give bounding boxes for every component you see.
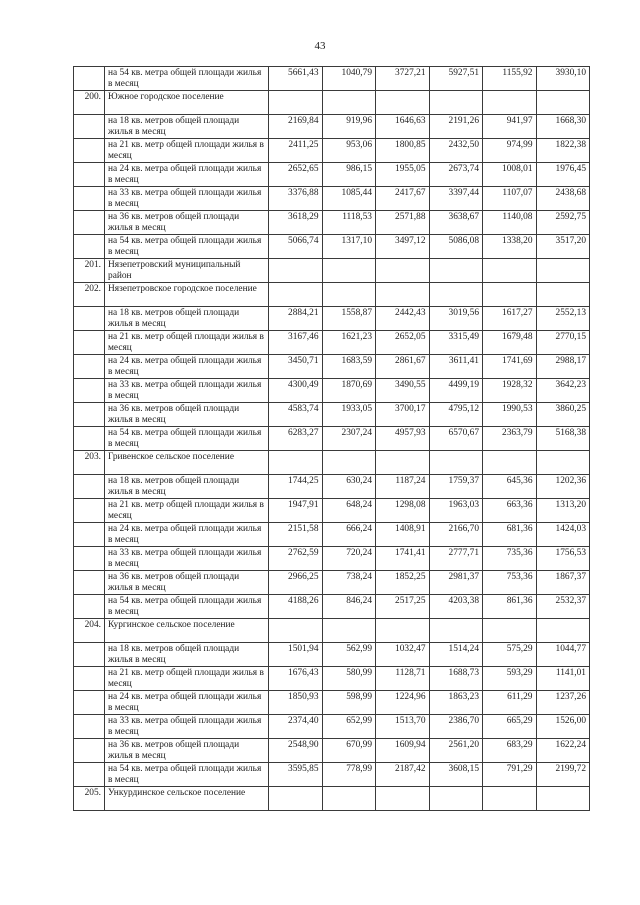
- value-cell: 1107,07: [483, 187, 537, 211]
- value-cell: 1850,93: [269, 691, 323, 715]
- value-cell: 4795,12: [429, 403, 483, 427]
- row-number: [74, 667, 105, 691]
- table-row: [74, 67, 590, 91]
- row-name: на 21 кв. метр общей площади жилья в месяц: [105, 667, 269, 691]
- value-cell: 2762,59: [269, 547, 323, 571]
- value-cell: 1513,70: [376, 715, 430, 739]
- value-cell: [269, 91, 323, 115]
- value-cell: 778,99: [322, 763, 376, 787]
- value-cell: 1676,43: [269, 667, 323, 691]
- row-number: [74, 139, 105, 163]
- value-cell: [483, 259, 537, 283]
- row-number: [74, 763, 105, 787]
- table-row: [74, 475, 590, 499]
- table-row: [74, 259, 590, 283]
- row-number: [74, 307, 105, 331]
- value-cell: 720,24: [322, 547, 376, 571]
- value-cell: 1338,20: [483, 235, 537, 259]
- row-name: на 36 кв. метров общей площади жилья в месяц: [105, 739, 269, 763]
- value-cell: [322, 283, 376, 307]
- table-row: [74, 595, 590, 619]
- value-cell: 2151,58: [269, 523, 323, 547]
- table-row: [74, 187, 590, 211]
- value-cell: 3167,46: [269, 331, 323, 355]
- value-cell: 562,99: [322, 643, 376, 667]
- value-cell: 683,29: [483, 739, 537, 763]
- value-cell: 1863,23: [429, 691, 483, 715]
- value-cell: 4499,19: [429, 379, 483, 403]
- value-cell: 575,29: [483, 643, 537, 667]
- value-cell: 3497,12: [376, 235, 430, 259]
- value-cell: 1187,24: [376, 475, 430, 499]
- value-cell: [376, 451, 430, 475]
- value-cell: [536, 259, 590, 283]
- value-cell: 663,36: [483, 499, 537, 523]
- value-cell: 3490,55: [376, 379, 430, 403]
- value-cell: 1928,32: [483, 379, 537, 403]
- value-cell: 2652,05: [376, 331, 430, 355]
- value-cell: [483, 451, 537, 475]
- value-cell: [536, 619, 590, 643]
- value-cell: 1298,08: [376, 499, 430, 523]
- value-cell: 3608,15: [429, 763, 483, 787]
- value-cell: 3595,85: [269, 763, 323, 787]
- row-name: на 54 кв. метра общей площади жилья в месяц: [105, 763, 269, 787]
- row-name: Кургинское сельское поселение: [105, 619, 269, 643]
- value-cell: 861,36: [483, 595, 537, 619]
- row-number: [74, 643, 105, 667]
- row-number: [74, 355, 105, 379]
- value-cell: 753,36: [483, 571, 537, 595]
- value-cell: 2386,70: [429, 715, 483, 739]
- value-cell: 1155,92: [483, 67, 537, 91]
- table-row: [74, 307, 590, 331]
- value-cell: 1424,03: [536, 523, 590, 547]
- value-cell: [536, 787, 590, 811]
- row-number: [74, 403, 105, 427]
- value-cell: 2552,13: [536, 307, 590, 331]
- value-cell: 3376,88: [269, 187, 323, 211]
- row-name: на 33 кв. метра общей площади жилья в месяц: [105, 379, 269, 403]
- value-cell: 1683,59: [322, 355, 376, 379]
- row-number: [74, 427, 105, 451]
- value-cell: [483, 91, 537, 115]
- row-number: [74, 739, 105, 763]
- value-cell: 670,99: [322, 739, 376, 763]
- value-cell: 1867,37: [536, 571, 590, 595]
- value-cell: [429, 451, 483, 475]
- row-number: [74, 115, 105, 139]
- table-row: [74, 787, 590, 811]
- value-cell: 2770,15: [536, 331, 590, 355]
- value-cell: [536, 91, 590, 115]
- row-number: [74, 571, 105, 595]
- value-cell: 1933,05: [322, 403, 376, 427]
- value-cell: [376, 787, 430, 811]
- value-cell: 5066,74: [269, 235, 323, 259]
- value-cell: [376, 283, 430, 307]
- value-cell: [483, 619, 537, 643]
- value-cell: 2777,71: [429, 547, 483, 571]
- row-name: Ункурдинское сельское поселение: [105, 787, 269, 811]
- row-name: на 33 кв. метра общей площади жилья в месяц: [105, 547, 269, 571]
- table-row: [74, 547, 590, 571]
- row-name: на 24 кв. метра общей площади жилья в месяц: [105, 523, 269, 547]
- value-cell: 4583,74: [269, 403, 323, 427]
- value-cell: 3618,29: [269, 211, 323, 235]
- value-cell: 2191,26: [429, 115, 483, 139]
- value-cell: 648,24: [322, 499, 376, 523]
- value-cell: 2307,24: [322, 427, 376, 451]
- row-number: [74, 475, 105, 499]
- value-cell: 1237,26: [536, 691, 590, 715]
- value-cell: 2438,68: [536, 187, 590, 211]
- value-cell: 3450,71: [269, 355, 323, 379]
- row-number: [74, 691, 105, 715]
- row-name: Нязепетровское городское поселение: [105, 283, 269, 307]
- value-cell: 986,15: [322, 163, 376, 187]
- value-cell: 1085,44: [322, 187, 376, 211]
- table-row: [74, 499, 590, 523]
- value-cell: [429, 91, 483, 115]
- value-cell: 1141,01: [536, 667, 590, 691]
- value-cell: 2966,25: [269, 571, 323, 595]
- value-cell: [269, 451, 323, 475]
- value-cell: 2561,20: [429, 739, 483, 763]
- value-cell: 1044,77: [536, 643, 590, 667]
- value-cell: 3019,56: [429, 307, 483, 331]
- value-cell: 2884,21: [269, 307, 323, 331]
- value-cell: 593,29: [483, 667, 537, 691]
- value-cell: 665,29: [483, 715, 537, 739]
- value-cell: 1963,03: [429, 499, 483, 523]
- value-cell: 2442,43: [376, 307, 430, 331]
- value-cell: 1224,96: [376, 691, 430, 715]
- value-cell: 1800,85: [376, 139, 430, 163]
- row-number: [74, 595, 105, 619]
- value-cell: 2592,75: [536, 211, 590, 235]
- page-number: 43: [314, 40, 326, 52]
- value-cell: [429, 259, 483, 283]
- value-cell: [376, 91, 430, 115]
- value-cell: 1008,01: [483, 163, 537, 187]
- value-cell: 2363,79: [483, 427, 537, 451]
- value-cell: 1947,91: [269, 499, 323, 523]
- value-cell: 1526,00: [536, 715, 590, 739]
- value-cell: 1756,53: [536, 547, 590, 571]
- value-cell: 3642,23: [536, 379, 590, 403]
- value-cell: 1688,73: [429, 667, 483, 691]
- value-cell: 1822,38: [536, 139, 590, 163]
- row-name: на 54 кв. метра общей площади жилья в месяц: [105, 67, 269, 91]
- value-cell: 2861,67: [376, 355, 430, 379]
- row-number: [74, 331, 105, 355]
- table-row: [74, 163, 590, 187]
- row-name: на 33 кв. метра общей площади жилья в месяц: [105, 187, 269, 211]
- value-cell: 4957,93: [376, 427, 430, 451]
- value-cell: [269, 619, 323, 643]
- value-cell: [322, 451, 376, 475]
- table-row: [74, 91, 590, 115]
- value-cell: [322, 619, 376, 643]
- value-cell: 919,96: [322, 115, 376, 139]
- row-number: 201.: [74, 259, 105, 283]
- row-name: на 24 кв. метра общей площади жилья в месяц: [105, 163, 269, 187]
- row-name: на 18 кв. метров общей площади жилья в месяц: [105, 115, 269, 139]
- row-name: на 21 кв. метр общей площади жилья в месяц: [105, 499, 269, 523]
- value-cell: 941,97: [483, 115, 537, 139]
- value-cell: 1741,41: [376, 547, 430, 571]
- value-cell: 3860,25: [536, 403, 590, 427]
- value-cell: 681,36: [483, 523, 537, 547]
- row-number: [74, 523, 105, 547]
- value-cell: 1622,24: [536, 739, 590, 763]
- table-row: [74, 379, 590, 403]
- value-cell: [269, 787, 323, 811]
- value-cell: 645,36: [483, 475, 537, 499]
- value-cell: 1408,91: [376, 523, 430, 547]
- value-cell: 846,24: [322, 595, 376, 619]
- value-cell: 1313,20: [536, 499, 590, 523]
- row-number: [74, 187, 105, 211]
- table-row: [74, 739, 590, 763]
- value-cell: 4300,49: [269, 379, 323, 403]
- table-row: [74, 715, 590, 739]
- table-row: [74, 139, 590, 163]
- value-cell: 1621,23: [322, 331, 376, 355]
- value-cell: 3700,17: [376, 403, 430, 427]
- value-cell: 652,99: [322, 715, 376, 739]
- value-cell: 1140,08: [483, 211, 537, 235]
- value-cell: 2652,65: [269, 163, 323, 187]
- value-cell: 1741,69: [483, 355, 537, 379]
- value-cell: 5168,38: [536, 427, 590, 451]
- row-number: [74, 211, 105, 235]
- value-cell: 3315,49: [429, 331, 483, 355]
- value-cell: 598,99: [322, 691, 376, 715]
- row-number: [74, 499, 105, 523]
- value-cell: 2988,17: [536, 355, 590, 379]
- value-cell: 6283,27: [269, 427, 323, 451]
- value-cell: 3638,67: [429, 211, 483, 235]
- value-cell: 611,29: [483, 691, 537, 715]
- row-name: на 24 кв. метра общей площади жилья в месяц: [105, 355, 269, 379]
- value-cell: 1759,37: [429, 475, 483, 499]
- value-cell: 2673,74: [429, 163, 483, 187]
- value-cell: 580,99: [322, 667, 376, 691]
- row-number: [74, 163, 105, 187]
- row-name: Нязепетровский муниципальный район: [105, 259, 269, 283]
- table-row: [74, 355, 590, 379]
- value-cell: 3397,44: [429, 187, 483, 211]
- row-name: Гривенское сельское поселение: [105, 451, 269, 475]
- value-cell: 3611,41: [429, 355, 483, 379]
- value-cell: 6570,67: [429, 427, 483, 451]
- value-cell: 1744,25: [269, 475, 323, 499]
- value-cell: 2187,42: [376, 763, 430, 787]
- value-cell: 3727,21: [376, 67, 430, 91]
- table-row: [74, 643, 590, 667]
- value-cell: 5661,43: [269, 67, 323, 91]
- row-name: на 54 кв. метра общей площади жилья в месяц: [105, 235, 269, 259]
- value-cell: 1852,25: [376, 571, 430, 595]
- value-cell: [322, 787, 376, 811]
- value-cell: 738,24: [322, 571, 376, 595]
- value-cell: 791,29: [483, 763, 537, 787]
- row-name: на 33 кв. метра общей площади жилья в месяц: [105, 715, 269, 739]
- value-cell: 5927,51: [429, 67, 483, 91]
- table-row: [74, 427, 590, 451]
- table-row: [74, 451, 590, 475]
- value-cell: 2169,84: [269, 115, 323, 139]
- row-name: на 21 кв. метр общей площади жилья в месяц: [105, 331, 269, 355]
- row-name: на 18 кв. метров общей площади жилья в месяц: [105, 307, 269, 331]
- row-number: [74, 715, 105, 739]
- value-cell: 1679,48: [483, 331, 537, 355]
- table-row: [74, 619, 590, 643]
- row-number: 203.: [74, 451, 105, 475]
- value-cell: [269, 259, 323, 283]
- value-cell: 3517,20: [536, 235, 590, 259]
- value-cell: 2417,67: [376, 187, 430, 211]
- value-cell: 953,06: [322, 139, 376, 163]
- value-cell: 1955,05: [376, 163, 430, 187]
- row-name: на 36 кв. метров общей площади жилья в месяц: [105, 571, 269, 595]
- value-cell: [429, 787, 483, 811]
- table-row: [74, 235, 590, 259]
- value-cell: [536, 451, 590, 475]
- table-row: [74, 283, 590, 307]
- table-row: [74, 211, 590, 235]
- value-cell: [376, 619, 430, 643]
- value-cell: [536, 283, 590, 307]
- row-name: на 21 кв. метр общей площади жилья в месяц: [105, 139, 269, 163]
- value-cell: 4203,38: [429, 595, 483, 619]
- value-cell: 735,36: [483, 547, 537, 571]
- row-name: на 18 кв. метров общей площади жилья в месяц: [105, 475, 269, 499]
- row-name: на 24 кв. метра общей площади жилья в месяц: [105, 691, 269, 715]
- row-number: 205.: [74, 787, 105, 811]
- value-cell: [322, 91, 376, 115]
- row-number: 204.: [74, 619, 105, 643]
- row-number: [74, 235, 105, 259]
- table-row: [74, 523, 590, 547]
- value-cell: 1609,94: [376, 739, 430, 763]
- table-row: [74, 763, 590, 787]
- value-cell: 2981,37: [429, 571, 483, 595]
- row-name: на 18 кв. метров общей площади жилья в месяц: [105, 643, 269, 667]
- value-cell: 1870,69: [322, 379, 376, 403]
- value-cell: 1128,71: [376, 667, 430, 691]
- table-row: [74, 403, 590, 427]
- row-number: [74, 67, 105, 91]
- tariff-table: [73, 66, 590, 811]
- value-cell: 2571,88: [376, 211, 430, 235]
- row-number: 202.: [74, 283, 105, 307]
- value-cell: [429, 619, 483, 643]
- value-cell: [376, 259, 430, 283]
- value-cell: 1976,45: [536, 163, 590, 187]
- value-cell: 2166,70: [429, 523, 483, 547]
- value-cell: 974,99: [483, 139, 537, 163]
- value-cell: 2374,40: [269, 715, 323, 739]
- value-cell: 1668,30: [536, 115, 590, 139]
- value-cell: 630,24: [322, 475, 376, 499]
- value-cell: 2432,50: [429, 139, 483, 163]
- table-row: [74, 691, 590, 715]
- row-name: на 54 кв. метра общей площади жилья в месяц: [105, 427, 269, 451]
- value-cell: 1501,94: [269, 643, 323, 667]
- row-name: на 36 кв. метров общей площади жилья в месяц: [105, 403, 269, 427]
- value-cell: 1617,27: [483, 307, 537, 331]
- value-cell: 1990,53: [483, 403, 537, 427]
- table-row: [74, 667, 590, 691]
- value-cell: 2548,90: [269, 739, 323, 763]
- row-name: на 36 кв. метров общей площади жилья в месяц: [105, 211, 269, 235]
- value-cell: [483, 787, 537, 811]
- value-cell: 2532,37: [536, 595, 590, 619]
- value-cell: 1558,87: [322, 307, 376, 331]
- value-cell: [269, 283, 323, 307]
- value-cell: 1040,79: [322, 67, 376, 91]
- value-cell: [322, 259, 376, 283]
- value-cell: 2411,25: [269, 139, 323, 163]
- value-cell: 1317,10: [322, 235, 376, 259]
- row-number: [74, 379, 105, 403]
- value-cell: [429, 283, 483, 307]
- row-name: Южное городское поселение: [105, 91, 269, 115]
- value-cell: 2199,72: [536, 763, 590, 787]
- value-cell: [483, 283, 537, 307]
- table-row: [74, 571, 590, 595]
- value-cell: 1032,47: [376, 643, 430, 667]
- value-cell: 1202,36: [536, 475, 590, 499]
- table-row: [74, 331, 590, 355]
- value-cell: 666,24: [322, 523, 376, 547]
- row-name: на 54 кв. метра общей площади жилья в месяц: [105, 595, 269, 619]
- table-row: [74, 115, 590, 139]
- value-cell: 5086,08: [429, 235, 483, 259]
- value-cell: 1118,53: [322, 211, 376, 235]
- value-cell: 2517,25: [376, 595, 430, 619]
- row-number: 200.: [74, 91, 105, 115]
- value-cell: 1646,63: [376, 115, 430, 139]
- value-cell: 4188,26: [269, 595, 323, 619]
- value-cell: 1514,24: [429, 643, 483, 667]
- row-number: [74, 547, 105, 571]
- value-cell: 3930,10: [536, 67, 590, 91]
